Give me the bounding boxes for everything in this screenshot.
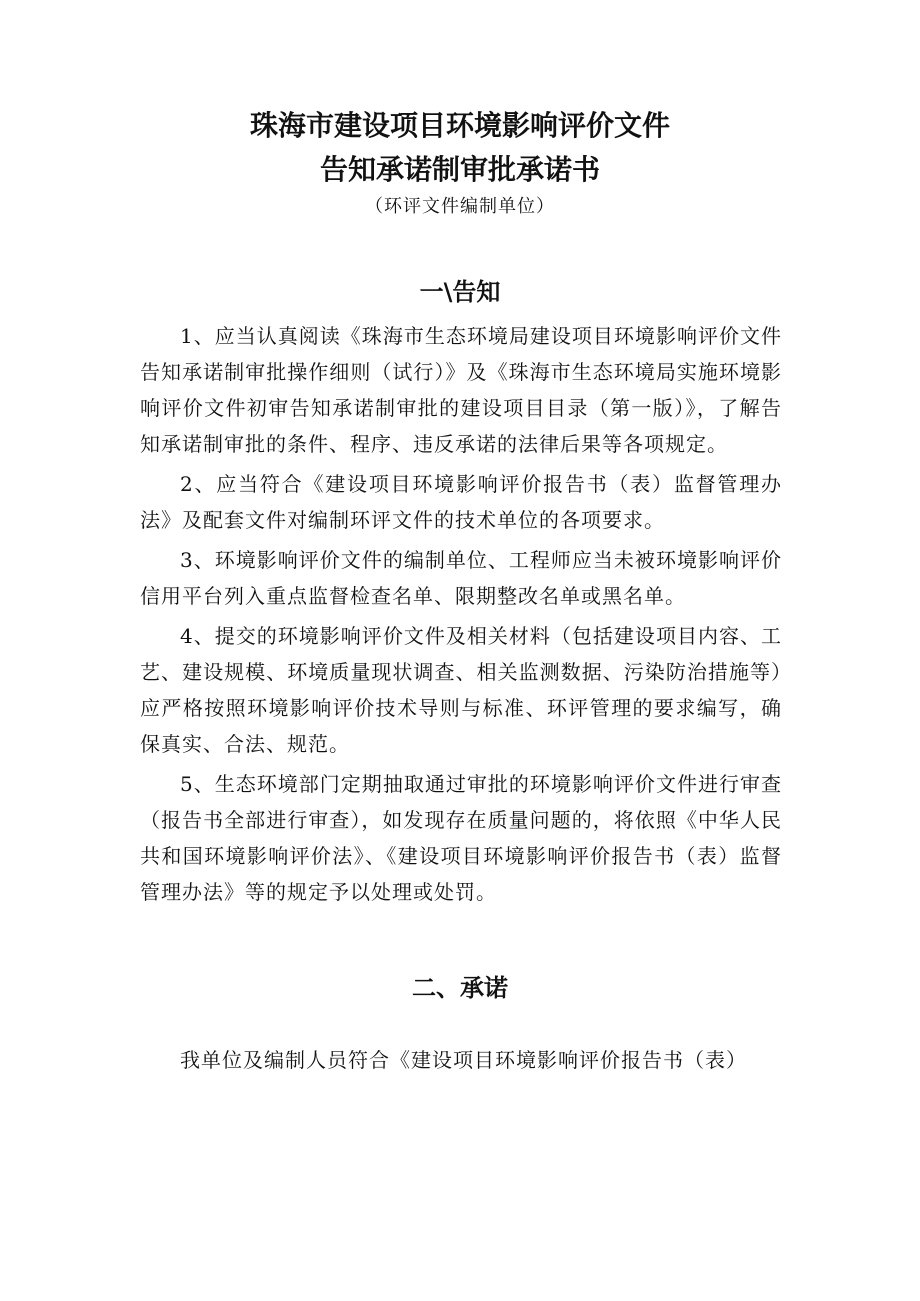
section-heading-promise: 二、承诺 (412, 974, 508, 1002)
notice-item-4: 4、提交的环境影响评价文件及相关材料（包括建设项目内容、工艺、建设规模、环境质量现状调查、相关监测数据、污染防治措施等）应严格按照环境影响评价技术导则与标准、环评管理的要求编写，确保真实、合法、规范。 (140, 624, 782, 756)
notice-item-3: 3、环境影响评价文件的编制单位、工程师应当未被环境影响评价信用平台列入重点监督检查名单、限期整改名单或黑名单。 (140, 548, 782, 608)
notice-items (140, 318, 782, 914)
document-title-line-1: 珠海市建设项目环境影响评价文件 (249, 109, 670, 142)
section-heading-notice: 一\告知 (419, 278, 501, 306)
document-title-block (0, 104, 920, 222)
document-title-line-2: 告知承诺制审批承诺书 (319, 153, 600, 186)
notice-item-1: 1、应当认真阅读《珠海市生态环境局建设项目环境影响评价文件告知承诺制审批操作细则（试行）》及《珠海市生态环境局实施环境影响评价文件初审告知承诺制审批的建设项目目录（第一版）》，了解告知承诺制审批的条件、程序、违反承诺的法律后果等各项规定。 (140, 324, 782, 456)
promise-paragraph: 我单位及编制人员符合《建设项目环境影响评价报告书（表） (180, 1048, 747, 1072)
notice-item-2: 2、应当符合《建设项目环境影响评价报告书（表）监督管理办法》及配套文件对编制环评文件的技术单位的各项要求。 (140, 472, 782, 532)
notice-item-5: 5、生态环境部门定期抽取通过审批的环境影响评价文件进行审查（报告书全部进行审查），如发现存在质量问题的，将依照《中华人民共和国环境影响评价法》、《建设项目环境影响评价报告书（表）监督管理办法》等的规定予以处理或处罚。 (140, 772, 782, 904)
document-subtitle: （环评文件编制单位） (365, 196, 555, 217)
